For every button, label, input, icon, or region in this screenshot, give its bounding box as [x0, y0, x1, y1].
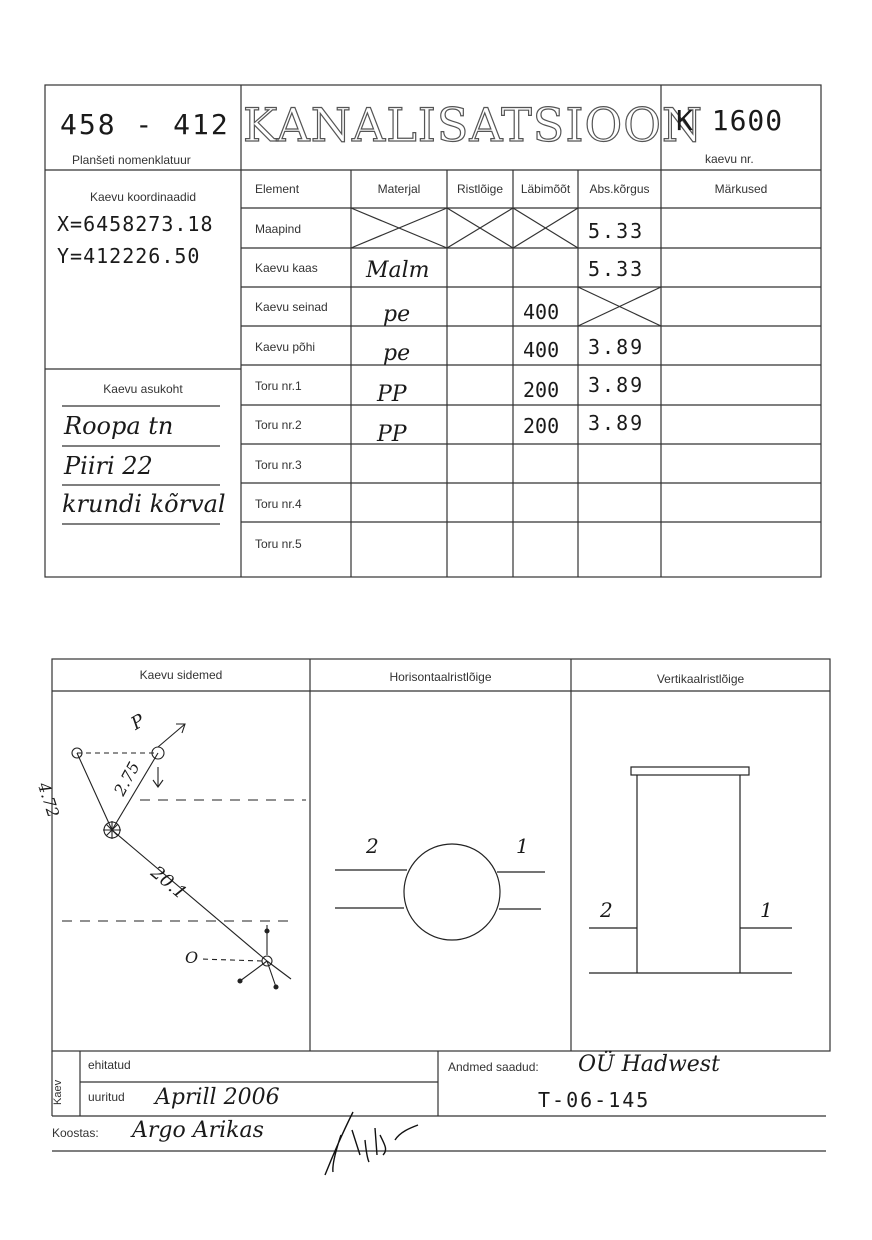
ties-dimension-3: 20.1	[146, 862, 191, 904]
ties-point-o: O	[185, 948, 199, 967]
vertical-section-label: Vertikaalristlõige	[656, 672, 745, 686]
location-line-1: Roopa tn	[64, 412, 174, 440]
row-abs-height: 5.33	[588, 219, 645, 243]
row-element: Toru nr.4	[255, 497, 302, 511]
row-element: Toru nr.3	[255, 458, 302, 472]
row-element: Kaevu põhi	[255, 340, 316, 354]
vertical-section-drawing	[589, 767, 792, 973]
col-header-material: Materjal	[377, 182, 421, 196]
horizontal-section-drawing	[335, 844, 545, 940]
well-number-value: K 1600	[676, 104, 784, 137]
row-element: Toru nr.2	[255, 418, 302, 432]
row-abs-height: 5.33	[588, 257, 645, 281]
coordinate-y: Y=412226.50	[57, 244, 201, 268]
well-number-label: kaevu nr.	[705, 152, 754, 166]
row-element: Kaevu kaas	[255, 261, 318, 275]
col-header-element: Element	[255, 182, 300, 196]
row-material: PP	[377, 382, 407, 407]
coordinates-label: Kaevu koordinaadid	[89, 190, 197, 204]
row-material: PP	[377, 422, 407, 447]
row-diameter: 400	[523, 300, 560, 324]
row-diameter: 200	[523, 378, 560, 402]
row-element: Maapind	[255, 222, 302, 236]
row-abs-height: 3.89	[588, 373, 645, 397]
well-side-label: Kaev	[52, 1079, 64, 1105]
row-material: pe	[383, 341, 411, 366]
ties-letter-p: P	[127, 710, 149, 735]
ties-dimension-1: 4.72	[33, 780, 64, 820]
data-code: T-06-145	[538, 1088, 651, 1112]
compiled-label: Koostas:	[52, 1126, 99, 1140]
location-label: Kaevu asukoht	[103, 382, 183, 396]
surveyed-value: Aprill 2006	[155, 1085, 280, 1110]
compiled-value: Argo Arikas	[132, 1118, 264, 1143]
signature-drawing	[325, 1112, 418, 1175]
col-header-diameter: Läbimõõt	[520, 182, 571, 196]
row-element: Toru nr.1	[255, 379, 302, 393]
ties-dimension-2: 2.75	[110, 758, 144, 799]
horizontal-pipe-1-label: 1	[516, 834, 529, 858]
row-abs-height: 3.89	[588, 411, 645, 435]
row-element: Kaevu seinad	[255, 300, 328, 314]
horizontal-pipe-2-label: 2	[366, 834, 379, 858]
data-from-label: Andmed saadud:	[448, 1060, 539, 1074]
horizontal-section-label: Horisontaalristlõige	[389, 670, 492, 684]
ties-sketch-label: Kaevu sidemed	[139, 668, 223, 682]
built-label: ehitatud	[88, 1058, 131, 1072]
form-title: KANALISATSIOON	[243, 98, 704, 152]
vertical-pipe-2-label: 2	[600, 898, 613, 922]
col-header-abs-height: Abs.kõrgus	[589, 182, 650, 196]
col-header-cross-section: Ristlõige	[456, 182, 504, 196]
row-diameter: 400	[523, 338, 560, 362]
row-abs-height: 3.89	[588, 335, 645, 359]
location-line-2: Piiri 22	[64, 452, 153, 480]
vertical-pipe-1-label: 1	[760, 898, 773, 922]
nomenclature-value: 458 - 412	[60, 108, 230, 141]
location-line-3: krundi kõrval	[62, 490, 226, 518]
surveyed-label: uuritud	[88, 1090, 125, 1104]
row-element: Toru nr.5	[255, 537, 302, 551]
coordinate-x: X=6458273.18	[57, 212, 214, 236]
ties-sketch	[62, 724, 306, 989]
nomenclature-label: Planšeti nomenklatuur	[72, 153, 191, 167]
row-diameter: 200	[523, 414, 560, 438]
row-material: pe	[383, 302, 411, 327]
col-header-remarks: Märkused	[714, 182, 768, 196]
data-from-value: OÜ Hadwest	[578, 1052, 720, 1077]
row-material: Malm	[366, 258, 430, 283]
